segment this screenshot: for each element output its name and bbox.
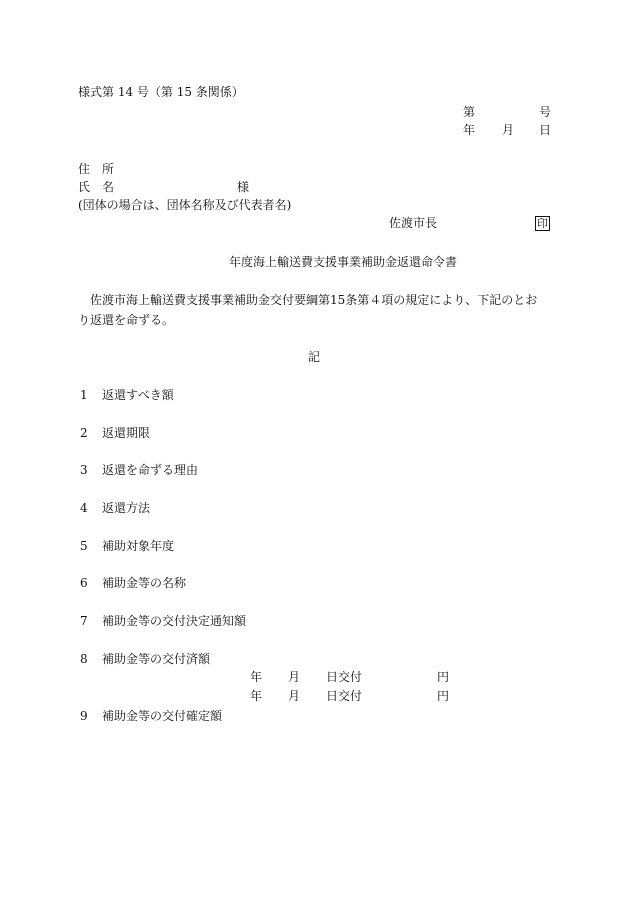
doc-title: 年度海上輸送費支援事業補助金返還命令書 (229, 255, 458, 269)
item-label: 返還期限 (102, 426, 151, 440)
body-line-2: り返還を命ずる。 (78, 313, 175, 327)
seal-mark: 印 (537, 217, 548, 230)
paid-row-yen: 円 (437, 689, 450, 703)
item-label: 補助対象年度 (102, 539, 175, 553)
address-label: 住 所 (78, 162, 115, 176)
ki-heading: 記 (308, 350, 321, 364)
doc-number-prefix: 第 (463, 105, 476, 119)
honorific: 様 (237, 180, 250, 194)
item-label: 補助金等の名称 (102, 576, 187, 590)
name-label: 氏 名 (78, 180, 115, 194)
issuer-title: 佐渡市長 (389, 216, 438, 230)
doc-number-suffix: 号 (539, 105, 552, 119)
paid-row-year: 年 (250, 689, 263, 703)
item-number: 1 (80, 388, 88, 402)
item-number: 8 (80, 652, 88, 666)
paid-row-year: 年 (250, 670, 263, 684)
paid-row-day: 日交付 (326, 670, 363, 684)
item-number: 6 (80, 576, 88, 590)
paid-row-month: 月 (288, 689, 301, 703)
item-label: 補助金等の交付決定通知額 (102, 614, 247, 628)
item-label: 返還方法 (102, 501, 151, 515)
date-year: 年 (463, 123, 476, 137)
body-line-1: 佐渡市海上輸送費支援事業補助金交付要綱第15条第４項の規定により、下記のとお (90, 293, 538, 307)
item-number: 2 (80, 426, 88, 440)
paid-row-yen: 円 (437, 670, 450, 684)
item-label: 返還を命ずる理由 (102, 463, 199, 477)
group-note: (団体の場合は、団体名称及び代表者名) (78, 198, 292, 212)
date-month: 月 (502, 123, 515, 137)
item-number: 3 (80, 463, 88, 477)
item-number: 4 (80, 501, 88, 515)
form-label: 様式第 14 号（第 15 条関係） (78, 85, 244, 99)
item-number: 9 (80, 709, 88, 723)
paid-row-day: 日交付 (326, 689, 363, 703)
item-number: 7 (80, 614, 88, 628)
item-number: 5 (80, 539, 88, 553)
item-label: 返還すべき額 (102, 388, 174, 402)
item-label: 補助金等の交付済額 (102, 652, 211, 666)
paid-row-month: 月 (288, 670, 301, 684)
date-day: 日 (539, 123, 552, 137)
item-label: 補助金等の交付確定額 (102, 709, 223, 723)
